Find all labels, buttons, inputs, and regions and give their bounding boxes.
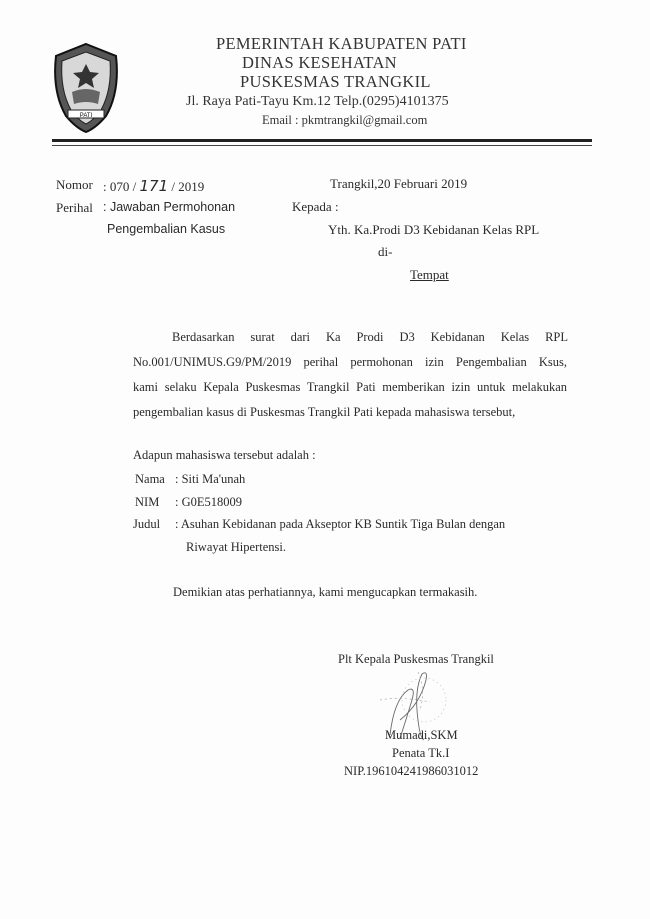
header-email: Email : pkmtrangkil@gmail.com — [262, 113, 428, 127]
logo-ribbon-text: PATI — [79, 113, 93, 119]
signatory-nip: NIP.196104241986031012 — [344, 764, 479, 778]
recipient-di: di- — [378, 244, 393, 259]
perihal-label: Perihal — [56, 200, 93, 215]
body-paragraph-line-1: Berdasarkan surat dari Ka Prodi D3 Kebidanan Kelas RPL — [172, 330, 568, 344]
recipient-tempat: Tempat — [410, 267, 449, 282]
letterhead-rule-thin — [52, 145, 592, 146]
signatory-title: Plt Kepala Puskesmas Trangkil — [338, 652, 494, 666]
body-paragraph-line-2: No.001/UNIMUS.G9/PM/2019 perihal permohonan izin Pengembalian Ksus, — [133, 355, 567, 369]
header-department: DINAS KESEHATAN — [242, 53, 397, 72]
header-government: PEMERINTAH KABUPATEN PATI — [216, 34, 467, 53]
body-paragraph-line-4: pengembalian kasus di Puskesmas Trangkil Pati kepada mahasiswa tersebut, — [133, 405, 516, 419]
nomor-label: Nomor — [56, 177, 93, 192]
nim-value: : G0E518009 — [175, 495, 243, 509]
judul-line2: Riwayat Hipertensi. — [186, 540, 286, 554]
student-intro: Adapun mahasiswa tersebut adalah : — [133, 448, 316, 462]
nama-value: : Siti Ma'unah — [175, 472, 246, 486]
body-paragraph-line-3: kami selaku Kepala Puskesmas Trangkil Pati memberikan izin untuk melakukan — [133, 380, 567, 394]
header-institution: PUSKESMAS TRANGKIL — [240, 72, 431, 91]
perihal-line1: : Jawaban Permohonan — [103, 200, 236, 214]
kepada-label: Kepada : — [292, 199, 339, 214]
nama-label: Nama — [135, 472, 165, 486]
judul-label: Judul — [133, 517, 161, 531]
signatory-rank: Penata Tk.I — [392, 746, 450, 760]
recipient: Yth. Ka.Prodi D3 Kebidanan Kelas RPL — [328, 222, 540, 237]
place-date: Trangkil,20 Februari 2019 — [330, 176, 468, 191]
nomor-suffix: / 2019 — [171, 179, 205, 194]
perihal-line2: Pengembalian Kasus — [107, 222, 226, 236]
letterhead-rule-thick — [52, 139, 592, 142]
closing-sentence: Demikian atas perhatiannya, kami mengucapkan termakasih. — [173, 585, 478, 599]
judul-line1: : Asuhan Kebidanan pada Akseptor KB Suntik Tiga Bulan dengan — [175, 517, 506, 531]
signatory-name: Mumadi,SKM — [385, 728, 458, 742]
nomor-handwritten: 171 — [139, 177, 169, 195]
pati-regency-logo — [50, 42, 122, 134]
nomor-prefix: : 070 / — [103, 179, 137, 194]
header-address: Jl. Raya Pati-Tayu Km.12 Telp.(0295)4101375 — [186, 94, 449, 109]
nim-label: NIM — [135, 495, 160, 509]
nomor-value — [103, 177, 204, 195]
